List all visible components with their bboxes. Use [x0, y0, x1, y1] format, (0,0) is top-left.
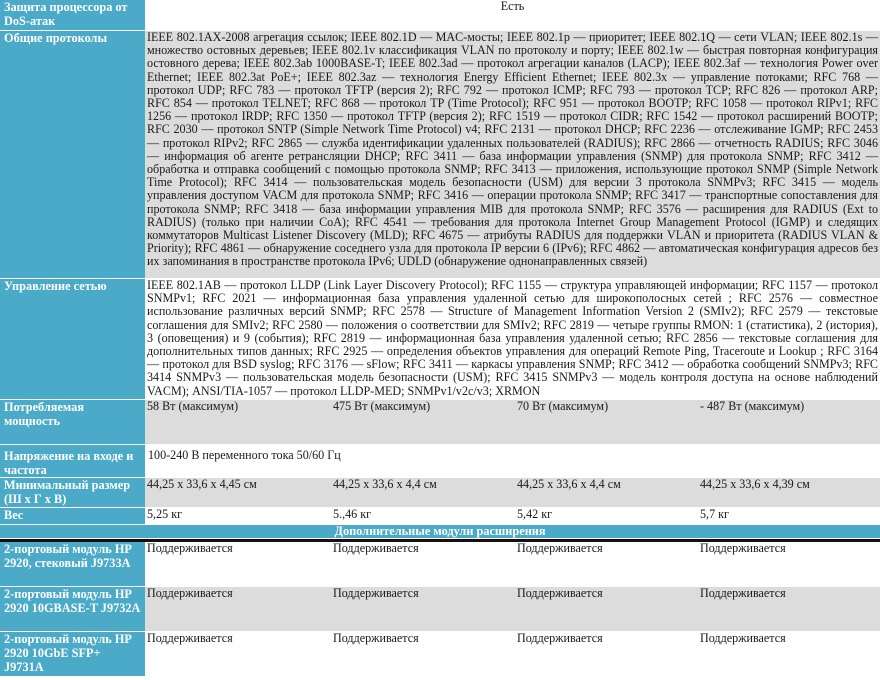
row-value: IEEE 802.1AX-2008 агрегация ссылок; IEEE 802.1D — MAC-мосты; IEEE 802.1p — приоритет; IEEE 802.1Q — сети VLAN; IEEE 802.1s — множество остовных деревьев; IEEE 802.1v классификация VLAN по протоколу и порту; IEEE 802.1w — быстрая повторная конфигурация остовного дерева; IEEE 802.3ab 1000BASE-T; IEEE 802.3ad — протокол агрегации каналов (LACP); IEEE 802.3af — технология Power over Ethernet; IEEE 802.3at PoE+; IEEE 802.3az — технология Energy Efficient Ethernet; IEEE 802.3x — управление потоками; RFC 768 — протокол UDP; RFC 783 — протокол TFTP (версия 2); RFC 792 — протокол ICMP; RFC 793 — протокол TCP; RFC 826 — протокол ARP; RFC 854 — протокол TELNET; RFC 868 — протокол TP (Time Protocol); RFC 951 — протокол BOOTP; RFC 1058 — протокол RIPv1; RFC 1256 — протокол IRDP; RFC 1350 — протокол TFTP (версия 2); RFC 1519 — протокол CIDR; RFC 1542 — протокол расширений BOOTP; RFC 2030 — протокол SNTP (Simple Network Time Protocol) v4; RFC 2131 — протокол DHCP; RFC 2236 — отслеживание IGMP; RFC 2453 — протокол RIPv2; RFC 2865 — служба идентификации удаленных пользователей (RADIUS); RFC 2866 — отчетность RADIUS; RFC 3046 — информация об агенте ретрансляции DHCP; RFC 3411 — база информации управления (SNMP) для протокола SNMP; RFC 3412 — обработка и отправка сообщений с помощью протокола SNMP; RFC 3413 — приложения, использующие протокол SNMP (Simple Network Time Protocol); RFC 3414 — пользовательская модель безопасности (USM) для версии 3 протокола SNMPv3; RFC 3415 — модель управления доступом VACM для протокола SNMP; RFC 3416 — операции протокола SNMP; RFC 3417 — транспортные сопоставления для протокола SNMP; RFC 3418 — база информации управления MIB для протокола SNMP; RFC 3576 — расширения для RADIUS (Ext to RADIUS) (только при наличии CoA); RFC 4541 — требования для протокола Internet Group Management Protocol (IGMP) и следящих коммутаторов Multicast Listener Discovery (MLD); RFC 4675 — атрибуты RADIUS для поддержки VLAN и приоритета (RADIUS VLAN & Priority); RFC 4861 — обнаружение соседнего узла для протокола IP версии 6 (IPv6); RFC 4862 — автоматическая конфигурация адресов без их запоминания в пространстве протокола IPv6; UDLD (обнаружение однонаправленных связей)	[145, 31, 880, 279]
module-support-cell: Поддерживается	[331, 542, 515, 587]
size-cell: 44,25 х 33,6 х 4,4 см	[515, 478, 698, 508]
module-label: 2-портовый модуль HP 2920 10GbE SFP+ J9731A	[0, 632, 145, 677]
weight-cell: 5,42 кг	[515, 508, 698, 525]
row-weight	[0, 508, 880, 525]
row-value: Есть	[145, 0, 880, 31]
section-title: Дополнительные модули расширения	[0, 525, 880, 539]
module-row	[0, 632, 880, 677]
section-header	[0, 525, 880, 539]
power-cell: 58 Вт (максимум)	[145, 400, 331, 445]
row-label: Потребляемая мощность	[0, 400, 145, 445]
weight-cell: 5,7 кг	[698, 508, 880, 525]
module-label: 2-портовый модуль HP 2920, стековый J9733A	[0, 542, 145, 587]
size-cell: 44,25 х 33,6 х 4,45 см	[145, 478, 331, 508]
module-support-cell: Поддерживается	[698, 542, 880, 587]
power-cell: 475 Вт (максимум)	[331, 400, 515, 445]
weight-cell: 5.,46 кг	[331, 508, 515, 525]
module-row	[0, 542, 880, 587]
weight-cell: 5,25 кг	[145, 508, 331, 525]
row-voltage	[0, 445, 880, 478]
row-size	[0, 478, 880, 508]
power-cell: - 487 Вт (максимум)	[698, 400, 880, 445]
module-support-cell: Поддерживается	[145, 542, 331, 587]
row-label: Напряжение на входе и частота	[0, 445, 145, 478]
module-row	[0, 587, 880, 632]
size-cell: 44,25 х 33,6 х 4,4 см	[331, 478, 515, 508]
row-power	[0, 400, 880, 445]
module-support-cell: Поддерживается	[331, 632, 515, 677]
module-support-cell: Поддерживается	[145, 632, 331, 677]
row-value: IEEE 802.1AB — протокол LLDP (Link Layer Discovery Protocol); RFC 1155 — структура управляющей информации; RFC 1157 — протокол SNMPv1; RFC 2021 — информационная база управления удаленной сетью для широкополосных сетей ; RFC 2576 — совместное использование различных версий SNMP; RFC 2578 — Structure of Management Information Version 2 (SMIv2); RFC 2579 — текстовые соглашения для SMIv2; RFC 2580 — положения о соответствии для SMIv2; RFC 2819 — четыре группы RMON: 1 (статистика), 2 (история), 3 (оповещения) и 9 (события); RFC 2819 — информационная база управления удаленной сетью; RFC 2856 — текстовые соглашения для дополнительных типов данных; RFC 2925 — определения объектов управления для операций Remote Ping, Traceroute и Lookup ; RFC 3164 — протокол для BSD syslog; RFC 3176 — sFlow; RFC 3411 — каркасы управления SNMP; RFC 3412 — обработка сообщений SNMPv3; RFC 3414 SNMPv3 — пользовательская модель безопасности (USM); RFC 3415 SNMPv3 — модель контроля доступа на основе наблюдений VACM); ANSI/TIA-1057 — протокол LLDP-MED; SNMPv1/v2c/v3; XRMON	[147, 278, 878, 398]
module-support-cell: Поддерживается	[515, 587, 698, 632]
row-dos-protection	[0, 0, 880, 31]
module-support-cell: Поддерживается	[698, 632, 880, 677]
row-label: Управление сетью	[0, 279, 145, 400]
row-network-management	[0, 279, 880, 400]
row-label: Общие протоколы	[0, 31, 145, 279]
row-general-protocols	[0, 31, 880, 279]
module-label: 2-портовый модуль HP 2920 10GBASE-T J9732A	[0, 587, 145, 632]
row-label: Защита процессора от DoS-атак	[0, 0, 145, 31]
module-support-cell: Поддерживается	[145, 587, 331, 632]
size-cell: 44,25 х 33,6 х 4,39 см	[698, 478, 880, 508]
power-cell: 70 Вт (максимум)	[515, 400, 698, 445]
module-support-cell: Поддерживается	[698, 587, 880, 632]
row-label: Минимальный размер (Ш х Г х В)	[0, 478, 145, 508]
module-support-cell: Поддерживается	[331, 587, 515, 632]
row-label: Вес	[0, 508, 145, 525]
row-value: 100-240 В переменного тока 50/60 Гц	[145, 445, 880, 478]
module-support-cell: Поддерживается	[515, 632, 698, 677]
module-support-cell: Поддерживается	[515, 542, 698, 587]
